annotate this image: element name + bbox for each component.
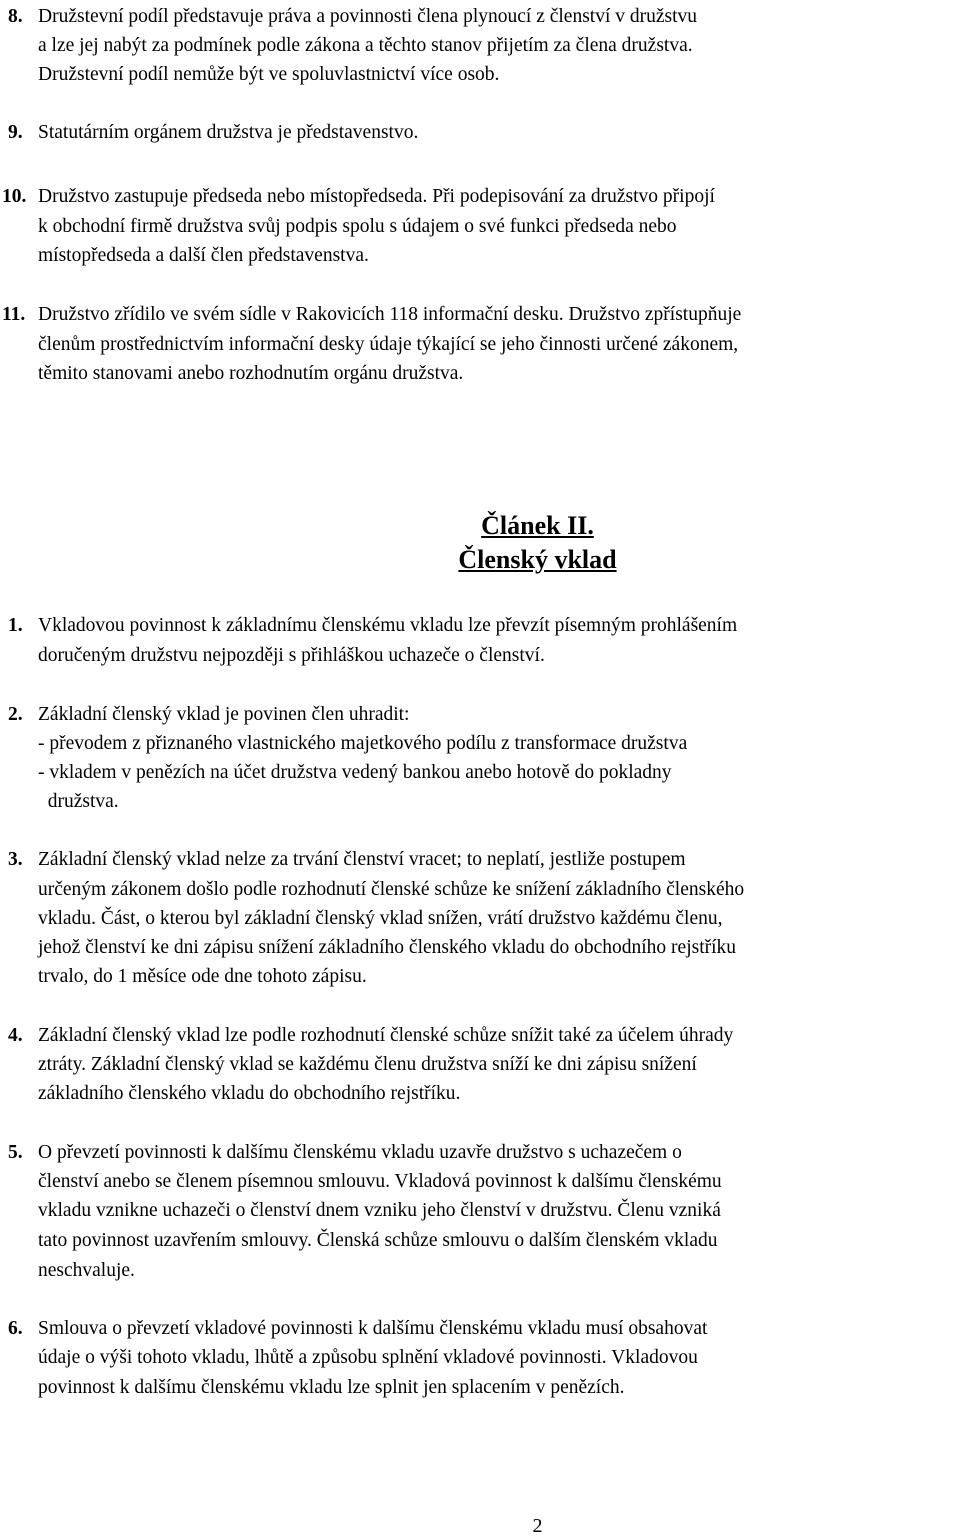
item-1-line-1: 1. Vkladovou povinnost k základnímu členskému vkladu lze převzít písemným prohlášením [8, 615, 738, 636]
item-3-line-2: určeným zákonem došlo podle rozhodnutí členské schůze ke snížení základního členského [38, 879, 745, 900]
item-4-line-3: základního členského vkladu do obchodního rejstříku. [38, 1083, 461, 1104]
item-2-line-3: - vkladem v penězích na účet družstva vedený bankou anebo hotově do pokladny [38, 762, 672, 783]
article-subtitle: Členský vklad [458, 545, 617, 574]
item-5-line-4: tato povinnost uzavřením smlouvy. Členská schůze smlouvu o dalším členském vkladu [38, 1230, 718, 1251]
item-11-line-2: členům prostřednictvím informační desky údaje týkající se jeho činnosti určené zákonem, [38, 334, 739, 355]
item-11-number: 11. [2, 304, 26, 325]
item-3-line-5: trvalo, do 1 měsíce ode dne tohoto zápisu. [38, 966, 367, 987]
item-10-line-2: k obchodní firmě družstva svůj podpis spolu s údajem o své funkci předseda nebo [38, 216, 677, 237]
item-3-line-4: jehož členství ke dni zápisu snížení základního členského vkladu do obchodního rejstříku [38, 937, 737, 958]
item-8-line-1: 8. Družstevní podíl představuje práva a povinnosti člena plynoucí z členství v družstvu [8, 6, 698, 27]
item-5-number: 5. [8, 1142, 23, 1163]
item-8-number: 8. [8, 6, 23, 27]
item-6-line-1: 6. Smlouva o převzetí vkladové povinnosti k dalšímu členskému vkladu musí obsahovat [8, 1318, 708, 1339]
item-3-line-1: 3. Základní členský vklad nelze za trvání členství vracet; to neplatí, jestliže postupem [8, 849, 686, 870]
item-3-line-3: vkladu. Část, o kterou byl základní členský vklad snížen, vrátí družstvo každému členu, [38, 908, 723, 929]
item-4-line-1: 4. Základní členský vklad lze podle rozhodnutí členské schůze snížit také za účelem úhrady [8, 1025, 734, 1046]
item-1-number: 1. [8, 615, 23, 636]
item-5-line-5: neschvaluje. [38, 1260, 135, 1281]
item-4-number: 4. [8, 1025, 23, 1046]
item-5-line-2: členství anebo se členem písemnou smlouvu. Vkladová povinnost k dalšímu členskému [38, 1171, 722, 1192]
item-2-line-1: 2. Základní členský vklad je povinen člen uhradit: [8, 704, 410, 725]
item-2-number: 2. [8, 704, 23, 725]
item-5-line-1: 5. O převzetí povinnosti k dalšímu členskému vkladu uzavře družstvo s uchazečem o [8, 1142, 682, 1163]
item-1-line-2: doručeným družstvu nejpozději s přihláškou uchazeče o členství. [38, 645, 545, 666]
item-10-line-3: místopředseda a další člen představenstva. [38, 245, 369, 266]
item-6-line-2: údaje o výši tohoto vkladu, lhůtě a způsobu splnění vkladové povinnosti. Vkladovou [38, 1347, 698, 1368]
item-3-number: 3. [8, 849, 23, 870]
page-number: 2 [532, 1515, 543, 1537]
article-title: Článek II. [481, 511, 594, 540]
item-9-number: 9. [8, 122, 23, 143]
item-6-line-3: povinnost k dalšímu členskému vkladu lze splnit jen splacením v penězích. [38, 1377, 625, 1398]
item-9-line-1: 9. Statutárním orgánem družstva je představenstvo. [8, 122, 419, 143]
item-11-line-3: těmito stanovami anebo rozhodnutím orgánu družstva. [38, 363, 464, 384]
item-8-line-2: a lze jej nabýt za podmínek podle zákona a těchto stanov přijetím za člena družstva. [38, 35, 693, 56]
item-4-line-2: ztráty. Základní členský vklad se každému členu družstva sníží ke dni zápisu snížení [38, 1054, 697, 1075]
item-2-line-4: družstva. [38, 791, 119, 812]
item-10-number: 10. [2, 186, 27, 207]
item-10-line-1: 10. Družstvo zastupuje předseda nebo místopředseda. Při podepisování za družstvo připojí [2, 186, 715, 207]
item-6-number: 6. [8, 1318, 23, 1339]
item-8-line-3: Družstevní podíl nemůže být ve spoluvlastnictví více osob. [38, 64, 500, 85]
item-5-line-3: vkladu vznikne uchazeči o členství dnem vzniku jeho členství v družstvu. Členu vzniká [38, 1200, 721, 1221]
item-2-line-2: - převodem z přiznaného vlastnického majetkového podílu z transformace družstva [38, 733, 688, 754]
item-11-line-1: 11. Družstvo zřídilo ve svém sídle v Rakovicích 118 informační desku. Družstvo zpřístupňuje [2, 304, 742, 325]
